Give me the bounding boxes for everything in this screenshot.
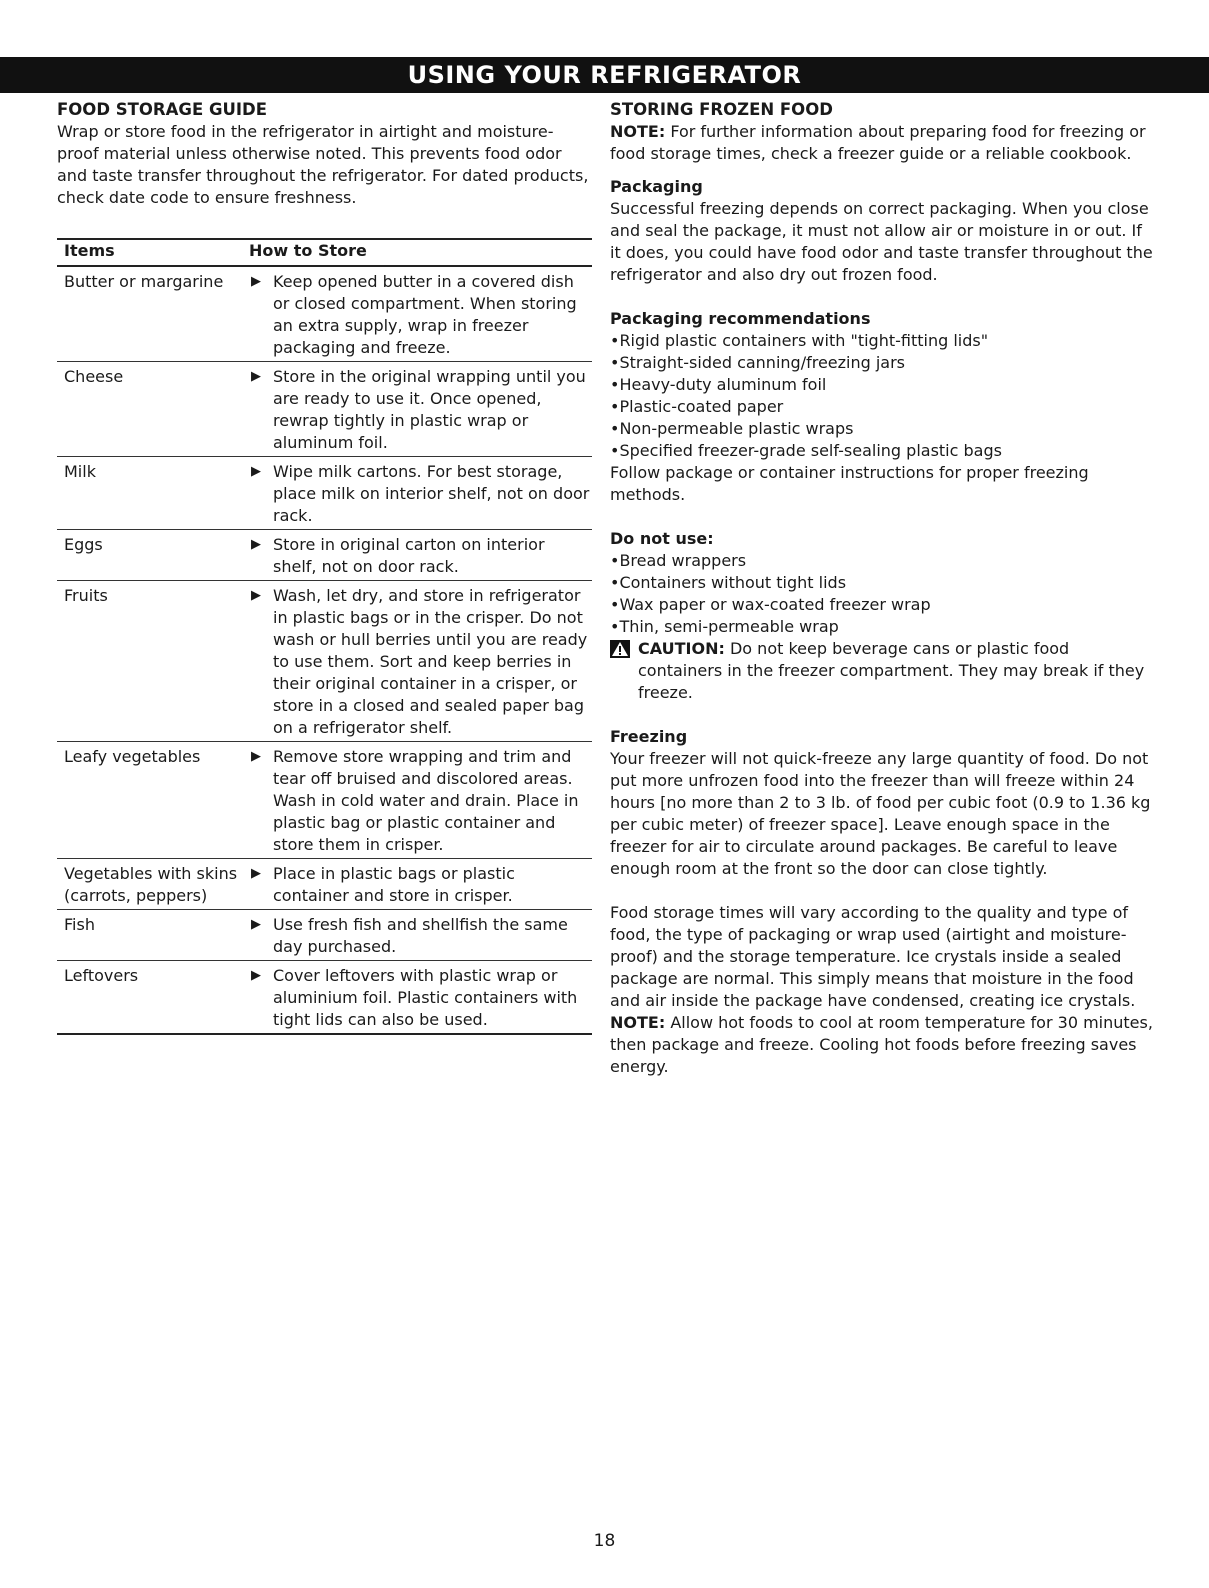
food-storage-guide-section xyxy=(57,99,592,209)
how-to-store-cell xyxy=(249,362,592,457)
list-item: • Containers without tight lids xyxy=(610,572,1155,594)
table-row xyxy=(57,910,592,961)
how-to-store-cell xyxy=(249,581,592,742)
item-name: Fruits xyxy=(64,586,108,605)
item-name: Butter or margarine xyxy=(64,272,224,291)
caution-notice xyxy=(610,638,1155,704)
intro-paragraph: Wrap or store food in the refrigerator in airtight and moisture-proof material unless otherwise noted. This prevents food odor and taste transfer throughout the refrigerator. For dated products, check date code to ensure freshness. xyxy=(57,122,589,207)
right-triangle-icon: ▶ xyxy=(251,917,261,932)
storage-times-paragraph: Food storage times will vary according to the quality and type of food, the type of packaging or wrap used (airtight and moisture-proof) and the storage temperature. Ice crystals inside a sealed package are normal. This simply means that moisture in the food and air inside the package have condensed, creating ice crystals. xyxy=(610,903,1136,1010)
item-name: Vegetables with skins (carrots, peppers) xyxy=(64,864,238,905)
note-text: For further information about preparing food for freezing or food storage times, check a freezer guide or a reliable cookbook. xyxy=(610,122,1146,163)
section-heading: FOOD STORAGE GUIDE xyxy=(57,100,268,119)
recommendations-list xyxy=(610,330,1155,462)
table-row xyxy=(57,530,592,581)
how-to-store-cell xyxy=(249,742,592,859)
note-paragraph-2 xyxy=(610,1012,1155,1078)
note-label: NOTE: xyxy=(610,1013,666,1032)
table-header-row xyxy=(57,239,592,266)
page-banner xyxy=(0,57,1209,93)
how-to-store-text: Wipe milk cartons. For best storage, place milk on interior shelf, not on door rack. xyxy=(273,462,590,525)
recommendations-heading: Packaging recommendations xyxy=(610,309,871,328)
follow-instructions: Follow package or container instructions for proper freezing methods. xyxy=(610,463,1089,504)
how-to-store-cell xyxy=(249,457,592,530)
list-item: • Non-permeable plastic wraps xyxy=(610,418,1155,440)
list-item: • Bread wrappers xyxy=(610,550,1155,572)
right-triangle-icon: ▶ xyxy=(251,749,261,764)
how-to-store-text: Place in plastic bags or plastic container and store in crisper. xyxy=(273,864,515,905)
table-row xyxy=(57,581,592,742)
do-not-use-list xyxy=(610,550,1155,638)
how-to-store-cell xyxy=(249,910,592,961)
list-item: • Plastic-coated paper xyxy=(610,396,1155,418)
table-row xyxy=(57,266,592,362)
right-triangle-icon: ▶ xyxy=(251,866,261,881)
table-row xyxy=(57,457,592,530)
right-triangle-icon: ▶ xyxy=(251,464,261,479)
food-storage-table xyxy=(57,238,592,1035)
note-label: NOTE: xyxy=(610,122,666,141)
item-name: Leftovers xyxy=(64,966,139,985)
how-to-store-text: Keep opened butter in a covered dish or closed compartment. When storing an extra supply, wrap in freezer packaging and freeze. xyxy=(273,272,577,357)
packaging-paragraph: Successful freezing depends on correct packaging. When you close and seal the package, it must not allow air or moisture in or out. If it does, you could have food odor and taste transfer throughout the refrigerator and also dry out frozen food. xyxy=(610,199,1153,284)
right-triangle-icon: ▶ xyxy=(251,968,261,983)
how-to-store-text: Store in original carton on interior shelf, not on door rack. xyxy=(273,535,545,576)
caution-text: Do not keep beverage cans or plastic food containers in the freezer compartment. They may break if they freeze. xyxy=(638,639,1145,702)
note-paragraph xyxy=(610,121,1155,165)
right-triangle-icon: ▶ xyxy=(251,369,261,384)
list-item: • Rigid plastic containers with "tight-fitting lids" xyxy=(610,330,1155,352)
how-to-store-text: Store in the original wrapping until you are ready to use it. Once opened, rewrap tightly in plastic wrap or aluminum foil. xyxy=(273,367,586,452)
right-triangle-icon: ▶ xyxy=(251,537,261,552)
how-to-store-cell xyxy=(249,961,592,1035)
column-header-items: Items xyxy=(64,241,115,260)
right-triangle-icon: ▶ xyxy=(251,588,261,603)
list-item: • Specified freezer-grade self-sealing plastic bags xyxy=(610,440,1155,462)
section-heading: STORING FROZEN FOOD xyxy=(610,100,833,119)
item-name: Milk xyxy=(64,462,96,481)
list-item: • Straight-sided canning/freezing jars xyxy=(610,352,1155,374)
how-to-store-cell xyxy=(249,266,592,362)
how-to-store-text: Wash, let dry, and store in refrigerator in plastic bags or in the crisper. Do not wash or hull berries until you are ready to use them. Sort and keep berries in their original container in a crisper, or store in a closed and sealed paper bag on a refrigerator shelf. xyxy=(273,586,588,737)
how-to-store-cell xyxy=(249,859,592,910)
item-name: Leafy vegetables xyxy=(64,747,201,766)
do-not-use-heading: Do not use: xyxy=(610,529,714,548)
list-item: • Wax paper or wax-coated freezer wrap xyxy=(610,594,1155,616)
how-to-store-text: Use fresh fish and shellfish the same day purchased. xyxy=(273,915,568,956)
freezing-paragraph: Your freezer will not quick-freeze any large quantity of food. Do not put more unfrozen food into the freezer than will freeze within 24 hours [no more than 2 to 3 lb. of food per cubic foot (0.9 to 1.36 kg per cubic meter) of freezer space]. Leave enough space in the freezer for air to circulate around packages. Be careful to leave enough room at the front so the door can close tightly. xyxy=(610,749,1151,878)
how-to-store-cell xyxy=(249,530,592,581)
table-row xyxy=(57,742,592,859)
column-header-how-to-store: How to Store xyxy=(249,241,367,260)
banner-title: USING YOUR REFRIGERATOR xyxy=(407,61,802,89)
item-name: Eggs xyxy=(64,535,103,554)
storing-frozen-food-section xyxy=(610,99,1155,1078)
page-number: 18 xyxy=(593,1531,616,1551)
how-to-store-text: Cover leftovers with plastic wrap or aluminium foil. Plastic containers with tight lids can also be used. xyxy=(273,966,578,1029)
table-row xyxy=(57,961,592,1035)
note-text: Allow hot foods to cool at room temperature for 30 minutes, then package and freeze. Cooling hot foods before freezing saves energy. xyxy=(610,1013,1153,1076)
packaging-heading: Packaging xyxy=(610,177,703,196)
how-to-store-text: Remove store wrapping and trim and tear off bruised and discolored areas. Wash in cold water and drain. Place in plastic bag or plastic container and store them in crisper. xyxy=(273,747,579,854)
warning-triangle-icon xyxy=(610,640,632,704)
caution-label: CAUTION: xyxy=(638,639,725,658)
right-triangle-icon: ▶ xyxy=(251,274,261,289)
item-name: Fish xyxy=(64,915,95,934)
freezing-heading: Freezing xyxy=(610,727,688,746)
list-item: • Heavy-duty aluminum foil xyxy=(610,374,1155,396)
item-name: Cheese xyxy=(64,367,124,386)
table-row xyxy=(57,859,592,910)
table-row xyxy=(57,362,592,457)
list-item: • Thin, semi-permeable wrap xyxy=(610,616,1155,638)
